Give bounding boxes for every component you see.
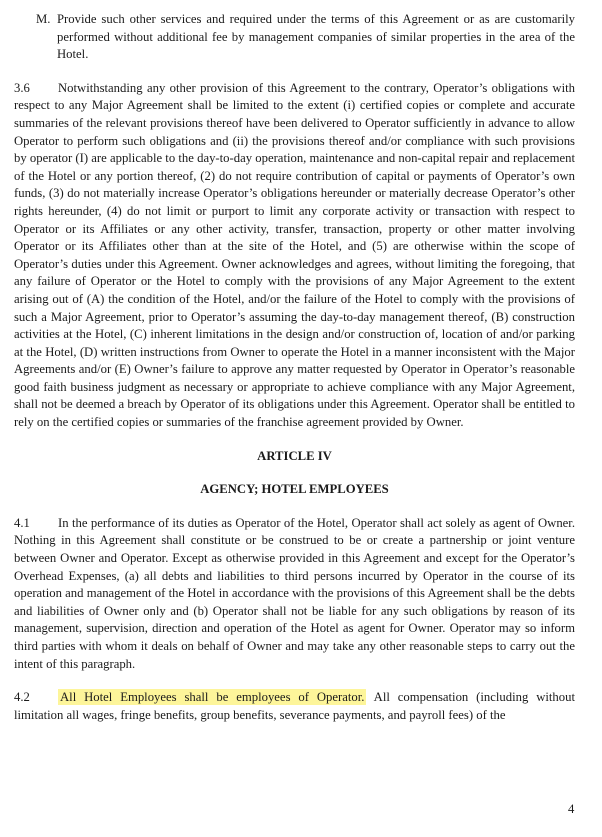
list-item-label: M. — [36, 12, 51, 26]
section-number: 3.6 — [14, 80, 30, 95]
section-text: Notwithstanding any other provision of this Agreement to the contrary, Operator’s obligations with respect to any Major Agreement shall be limited to the extent (i) certified copies or complete and accurate summaries of the relevant provisions thereof have been delivered to Operator sufficiently in advance to allow Operator to perform such obligations and (ii) the provisions thereof and/or compliance with such provisions by operator (I) are applicable to the day-to-day operation, maintenance and non-capital repair and replacement of the Hotel or any portion thereof, (2) do not require contribution of capital or payments of Operator’s own funds, (3) do not materially increase Operator’s obligations hereunder or materially decrease Operator’s other rights hereunder, (4) do not limit or purport to limit any corporate activity or transaction with respect to Operator or its Affiliates or any other activity, transfer, transaction, property or other matter involving Operator or its Affiliates other than at the site of the Hotel, and (5) are otherwise within the scope of Operator’s duties under this Agreement. Owner acknowledges and agrees, without limiting the foregoing, that any failure of Operator or the Hotel to comply with the provisions of any Major Agreement to the extent arising out of (A) the condition of the Hotel, and/or the failure of the Hotel to comply with the provisions of such a Major Agreement, prior to Operator’s assuming the day-to-day management thereof, (B) construction activities at the Hotel, (C) inherent limitations in the design and/or construction of, location of and/or parking at the Hotel, (D) written instructions from Owner to operate the Hotel in a manner inconsistent with the Major Agreements and/or (E) Owner’s failure to approve any matter requested by Operator in Operator’s reasonable good faith business judgment as necessary or appropriate to achieve compliance with any Major Agreement, shall not be deemed a breach by Operator of its obligations under this Agreement. Operator shall be entitled to rely on the certified copies or summaries of the franchise agreement provided by Owner. — [14, 80, 575, 430]
highlighted-text: All Hotel Employees shall be employees of Operator. — [60, 690, 365, 705]
section-number: 4.1 — [14, 515, 30, 530]
section-3-6 — [14, 80, 575, 432]
section-4-2 — [14, 689, 575, 724]
document-page — [14, 11, 575, 724]
article-title: ARTICLE IV — [257, 448, 332, 463]
section-number: 4.2 — [14, 690, 30, 705]
page-number: 4 — [568, 802, 575, 816]
article-subtitle: AGENCY; HOTEL EMPLOYEES — [200, 482, 389, 497]
section-text: All compensation (including without limitation all wages, fringe benefits, group benefits, severance payments, and payroll fees) of the — [14, 690, 575, 722]
list-item-text: Provide such other services and required under the terms of this Agreement or as are customarily performed without additional fee by management companies of similar properties in the area of the Hotel. — [57, 12, 575, 62]
section-4-1 — [14, 515, 575, 673]
list-item-m — [36, 11, 575, 64]
section-text: In the performance of its duties as Operator of the Hotel, Operator shall act solely as agent of Owner. Nothing in this Agreement shall constitute or be construed to be or create a partnership or joint venture between Owner and Operator. Except as otherwise provided in this Agreement and except for the Operator’s Overhead Expenses, (a) all debts and liabilities to third persons incurred by Operator in the course of its operation and management of the Hotel in accordance with the provisions of this Agreement shall be the debts and liabilities of Owner only and (b) Operator shall not be liable for any such obligations by reason of its management, supervision, direction and operation of the Hotel as agent for Owner. Operator may so inform third parties with whom it deals on behalf of Owner and may take any other reasonable steps to carry out the intent of this paragraph. — [14, 515, 575, 671]
